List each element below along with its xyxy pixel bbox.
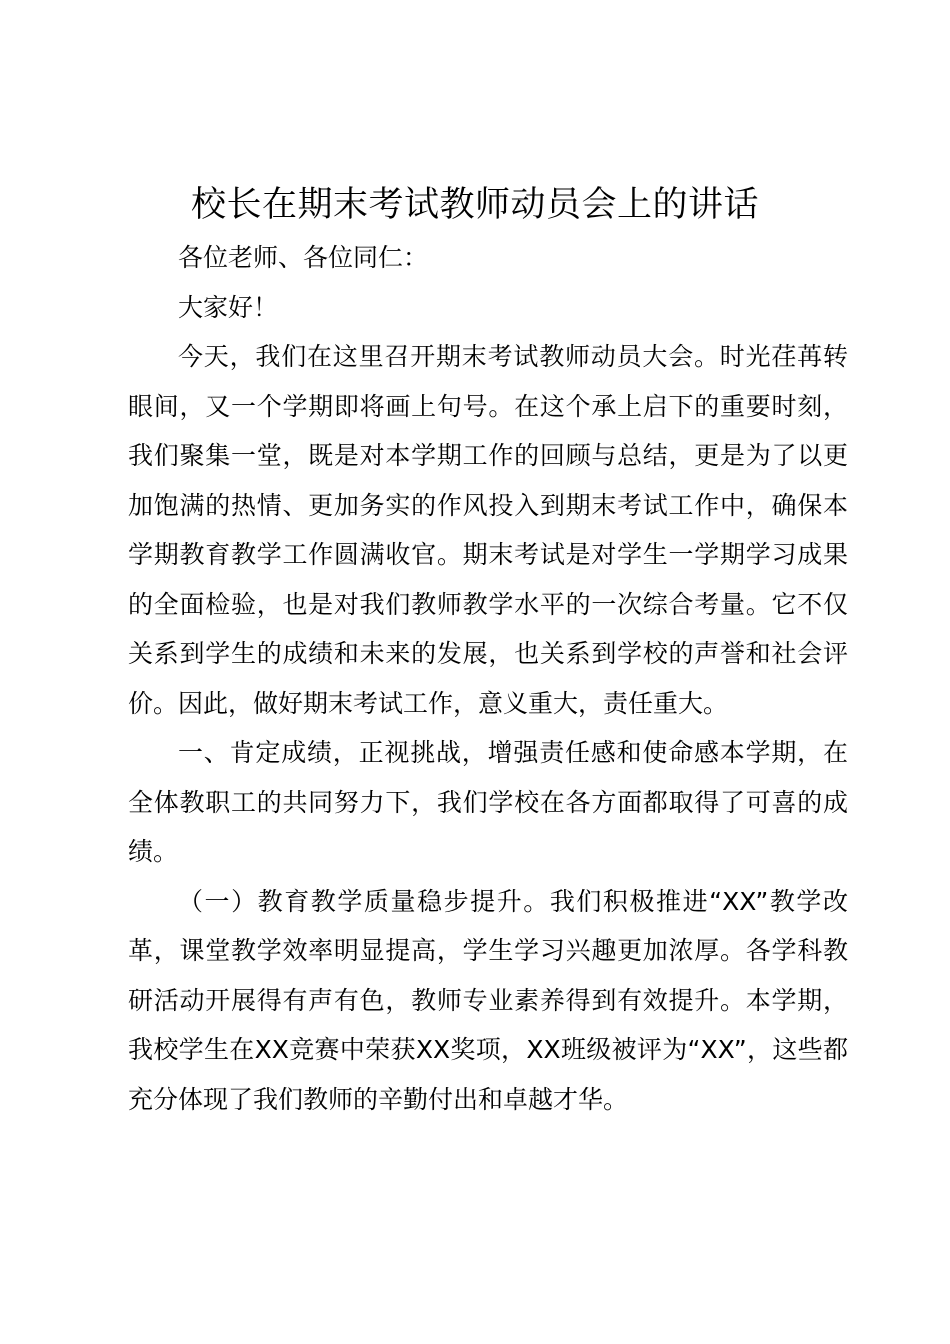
section-one-paragraph: 一、肯定成绩，正视挑战，增强责任感和使命感本学期，在全体教职工的共同努力下，我们学校在各方面都取得了可喜的成绩。 xyxy=(128,738,848,866)
subsection-one-paragraph: （一）教育教学质量稳步提升。我们积极推进“XX”教学改革，课堂教学效率明显提高，学生学习兴趣更加浓厚。各学科教研活动开展得有声有色，教师专业素养得到有效提升。本学期，我校学生在XX竞赛中荣获XX奖项，XX班级被评为“XX”，这些都充分体现了我们教师的辛勤付出和卓越才华。 xyxy=(128,886,848,1114)
document-body xyxy=(128,233,848,1124)
intro-paragraph: 今天，我们在这里召开期末考试教师动员大会。时光荏苒转眼间，又一个学期即将画上句号。在这个承上启下的重要时刻，我们聚集一堂，既是对本学期工作的回顾与总结，更是为了以更加饱满的热情、更加务实的作风投入到期末考试工作中，确保本学期教育教学工作圆满收官。期末考试是对学生一学期学习成果的全面检验，也是对我们教师教学水平的一次综合考量。它不仅关系到学生的成绩和未来的发展，也关系到学校的声誉和社会评价。因此，做好期末考试工作，意义重大，责任重大。 xyxy=(128,342,848,718)
document-title: 校长在期末考试教师动员会上的讲话 xyxy=(190,185,759,225)
salutation-paragraph: 各位老师、各位同仁： xyxy=(178,243,429,272)
greeting-paragraph: 大家好！ xyxy=(178,292,279,322)
